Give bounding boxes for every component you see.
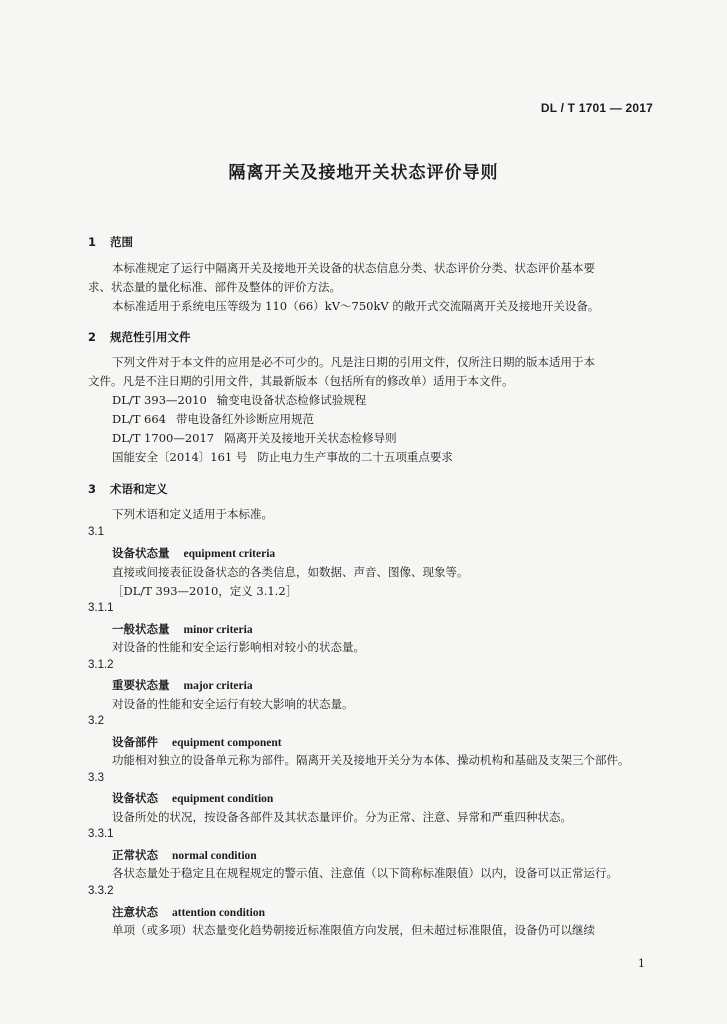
term-entry [112,677,253,693]
paragraph-line: 求、状态量的量化标准、部件及整体的评价方法。 [88,280,341,294]
term-definition: 功能相对独立的设备单元称为部件。隔离开关及接地开关分为本体、操动机构和基础及支架三个部件。 [112,753,630,767]
reference-code: 国能安全〔2014〕161 号 [112,450,248,464]
clause-number: 3.3.2 [88,885,114,897]
term-cn: 一般状态量 [112,622,170,636]
term-definition: 各状态量处于稳定且在规程规定的警示值、注意值（以下简称标准限值）以内，设备可以正常运行。 [112,866,618,880]
term-entry [112,734,282,750]
standard-number: DL / T 1701 — 2017 [540,101,653,115]
section-2-heading [88,329,191,345]
section-title: 术语和定义 [110,482,168,496]
reference-title: 输变电设备状态检修试验规程 [216,393,367,407]
section-1-heading [88,234,133,250]
term-en: equipment condition [172,793,274,805]
term-en: attention condition [172,907,265,919]
term-cn: 设备部件 [112,735,158,749]
term-cn: 正常状态 [112,848,158,862]
clause-number: 3.3 [88,772,104,784]
reference-item [112,392,366,408]
term-entry [112,904,265,920]
term-source: ［DL/T 393—2010，定义 3.1.2］ [112,584,298,598]
term-en: equipment component [172,737,282,749]
term-definition: 对设备的性能和安全运行有较大影响的状态量。 [112,697,354,711]
term-en: minor criteria [183,624,253,636]
term-cn: 注意状态 [112,905,158,919]
paragraph-line: 本标准适用于系统电压等级为 110（66）kV～750kV 的敞开式交流隔离开关及接地开关设备。 [112,299,600,313]
paragraph-line: 本标准规定了运行中隔离开关及接地开关设备的状态信息分类、状态评价分类、状态评价基本要 [112,261,595,275]
clause-number: 3.3.1 [88,828,114,840]
clause-number: 3.2 [88,715,104,727]
paragraph-line: 下列文件对于本文件的应用是必不可少的。凡是注日期的引用文件，仅所注日期的版本适用于本 [112,355,595,369]
term-cn: 设备状态量 [112,546,170,560]
section-number: 2 [88,330,97,344]
reference-title: 带电设备红外诊断应用规范 [176,412,315,426]
section-3-heading [88,481,168,497]
term-en: major criteria [183,680,253,692]
term-entry [112,847,257,863]
clause-number: 3.1.2 [88,659,114,671]
clause-number: 3.1 [88,526,104,538]
reference-title: 隔离开关及接地开关状态检修导则 [224,431,397,445]
term-en: normal condition [172,850,257,862]
reference-code: DL/T 1700—2017 [112,431,215,445]
paragraph-line: 文件。凡是不注日期的引用文件，其最新版本（包括所有的修改单）适用于本文件。 [88,374,514,388]
term-en: equipment criteria [183,548,276,560]
reference-item [112,411,314,427]
term-definition: 设备所处的状况，按设备各部件及其状态量评价。分为正常、注意、异常和严重四种状态。 [112,810,572,824]
term-entry [112,621,253,637]
reference-item [112,430,397,446]
reference-code: DL/T 664 [112,412,167,426]
clause-number: 3.1.1 [88,602,114,614]
reference-title: 防止电力生产事故的二十五项重点要求 [257,450,453,464]
term-entry [112,545,275,561]
term-definition: 直接或间接表征设备状态的各类信息，如数据、声音、图像、现象等。 [112,565,469,579]
reference-item [112,449,453,465]
section-number: 1 [88,235,97,249]
term-cn: 设备状态 [112,791,158,805]
paragraph-line: 下列术语和定义适用于本标准。 [112,507,273,521]
term-definition: 对设备的性能和安全运行影响相对较小的状态量。 [112,640,365,654]
page-number: 1 [638,957,645,970]
page-title: 隔离开关及接地开关状态评价导则 [228,163,499,183]
reference-code: DL/T 393—2010 [112,393,207,407]
section-title: 规范性引用文件 [110,330,191,344]
section-number: 3 [88,482,97,496]
term-definition: 单项（或多项）状态量变化趋势朝接近标准限值方向发展，但未超过标准限值，设备仍可以继续 [112,923,595,937]
term-entry [112,790,273,806]
section-title: 范围 [110,235,133,249]
term-cn: 重要状态量 [112,678,170,692]
